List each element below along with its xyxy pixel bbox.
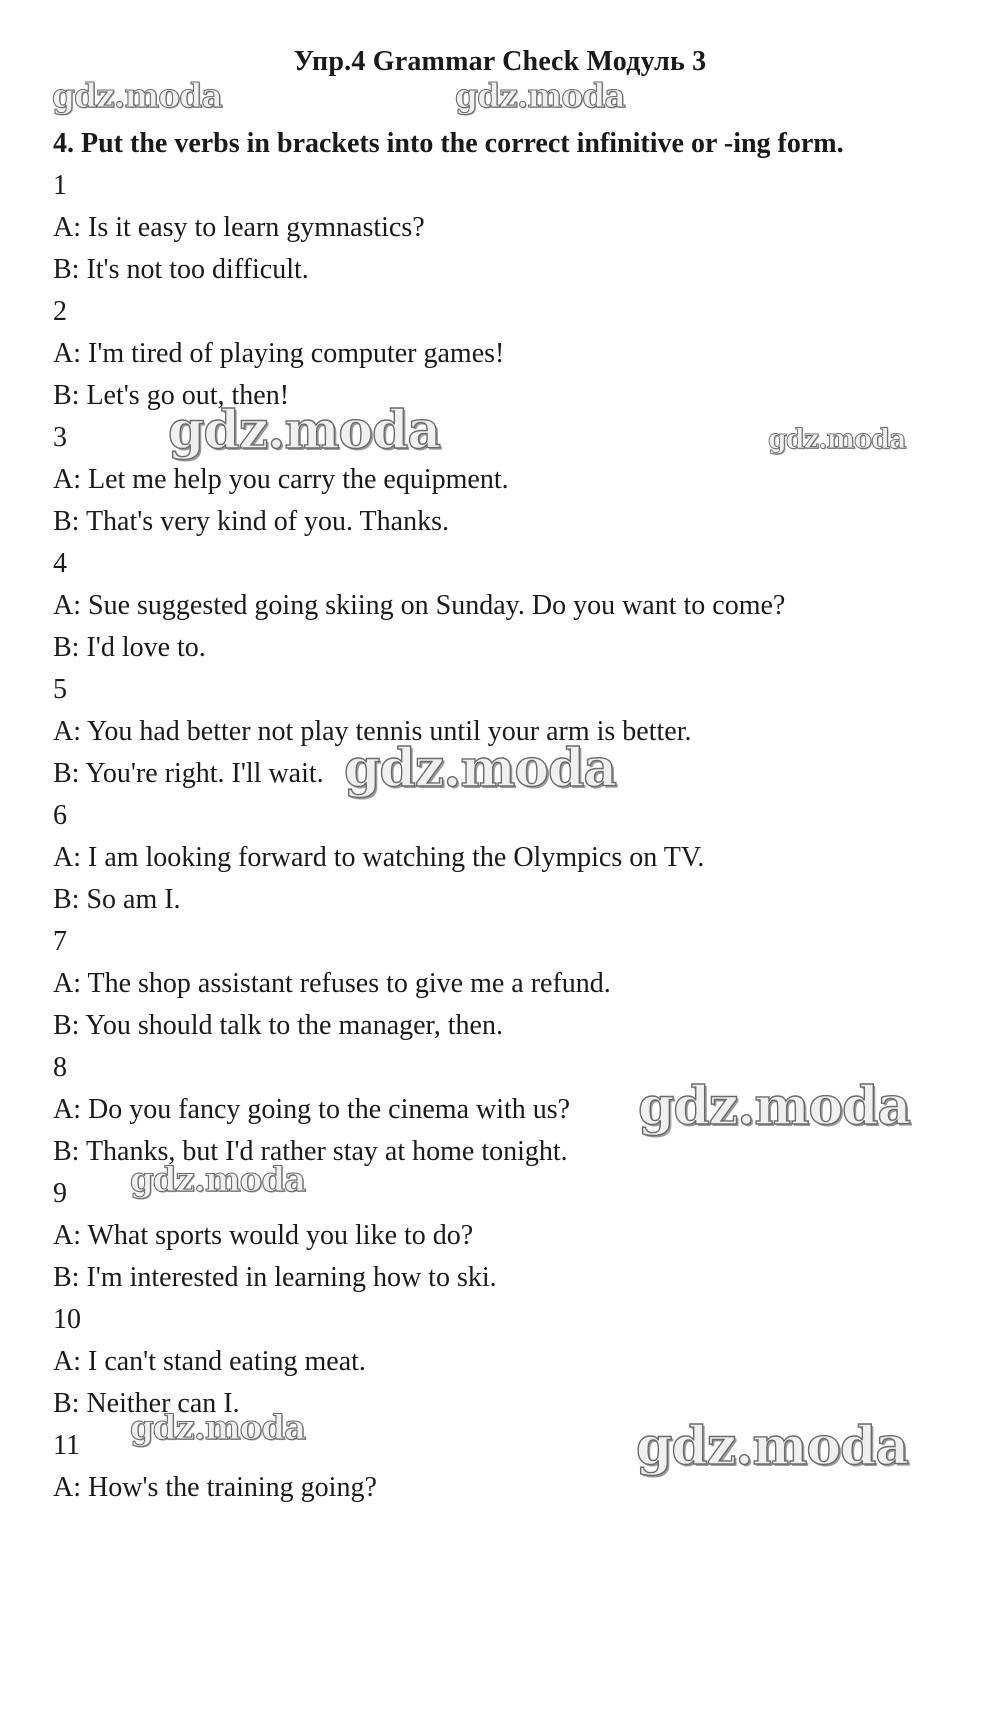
dialogue-line: A: I can't stand eating meat. (53, 1346, 366, 1377)
item-number: 3 (53, 422, 67, 453)
watermark: gdz.moda (344, 738, 617, 799)
dialogue-line: A: I'm tired of playing computer games! (53, 338, 505, 369)
dialogue-line: A: Do you fancy going to the cinema with us? (53, 1094, 571, 1125)
dialogue-line: B: That's very kind of you. Thanks. (53, 506, 449, 537)
watermark: gdz.moda (130, 1408, 306, 1448)
dialogue-line: B: You're right. I'll wait. (53, 758, 324, 789)
watermark: gdz.moda (636, 1416, 909, 1477)
item-number: 4 (53, 548, 67, 579)
item-number: 8 (53, 1052, 67, 1083)
page-title: Упр.4 Grammar Check Модуль 3 (293, 46, 707, 77)
dialogue-line: B: Neither can I. (53, 1388, 240, 1419)
dialogue-line: A: Sue suggested going skiing on Sunday. Do you want to come? (53, 590, 786, 621)
dialogue-line: A: Let me help you carry the equipment. (53, 464, 509, 495)
dialogue-line: A: How's the training going? (53, 1472, 377, 1503)
item-number: 7 (53, 926, 67, 957)
item-number: 1 (53, 170, 67, 201)
dialogue-line: A: I am looking forward to watching the Olympics on TV. (53, 842, 705, 873)
watermark: gdz.moda (130, 1160, 306, 1200)
dialogue-line: B: Thanks, but I'd rather stay at home tonight. (53, 1136, 568, 1167)
item-number: 6 (53, 800, 67, 831)
item-number: 10 (53, 1304, 81, 1335)
watermark: gdz.moda (52, 76, 222, 115)
watermark: gdz.moda (768, 424, 906, 455)
watermark: gdz.moda (638, 1076, 911, 1137)
dialogue-line: B: I'm interested in learning how to ski. (53, 1262, 497, 1293)
dialogue-line: B: So am I. (53, 884, 181, 915)
watermark: gdz.moda (455, 76, 625, 115)
dialogue-line: B: Let's go out, then! (53, 380, 290, 411)
dialogue-line: A: What sports would you like to do? (53, 1220, 474, 1251)
dialogue-line: A: You had better not play tennis until your arm is better. (53, 716, 692, 747)
dialogue-line: B: It's not too difficult. (53, 254, 309, 285)
item-number: 11 (53, 1430, 80, 1461)
task-instruction: 4. Put the verbs in brackets into the correct infinitive or -ing form. (53, 128, 844, 159)
item-number: 5 (53, 674, 67, 705)
dialogue-line: B: You should talk to the manager, then. (53, 1010, 503, 1041)
dialogue-line: B: I'd love to. (53, 632, 206, 663)
dialogue-line: A: Is it easy to learn gymnastics? (53, 212, 425, 243)
item-number: 9 (53, 1178, 67, 1209)
dialogue-line: A: The shop assistant refuses to give me a refund. (53, 968, 611, 999)
watermark: gdz.moda (168, 400, 441, 461)
item-number: 2 (53, 296, 67, 327)
